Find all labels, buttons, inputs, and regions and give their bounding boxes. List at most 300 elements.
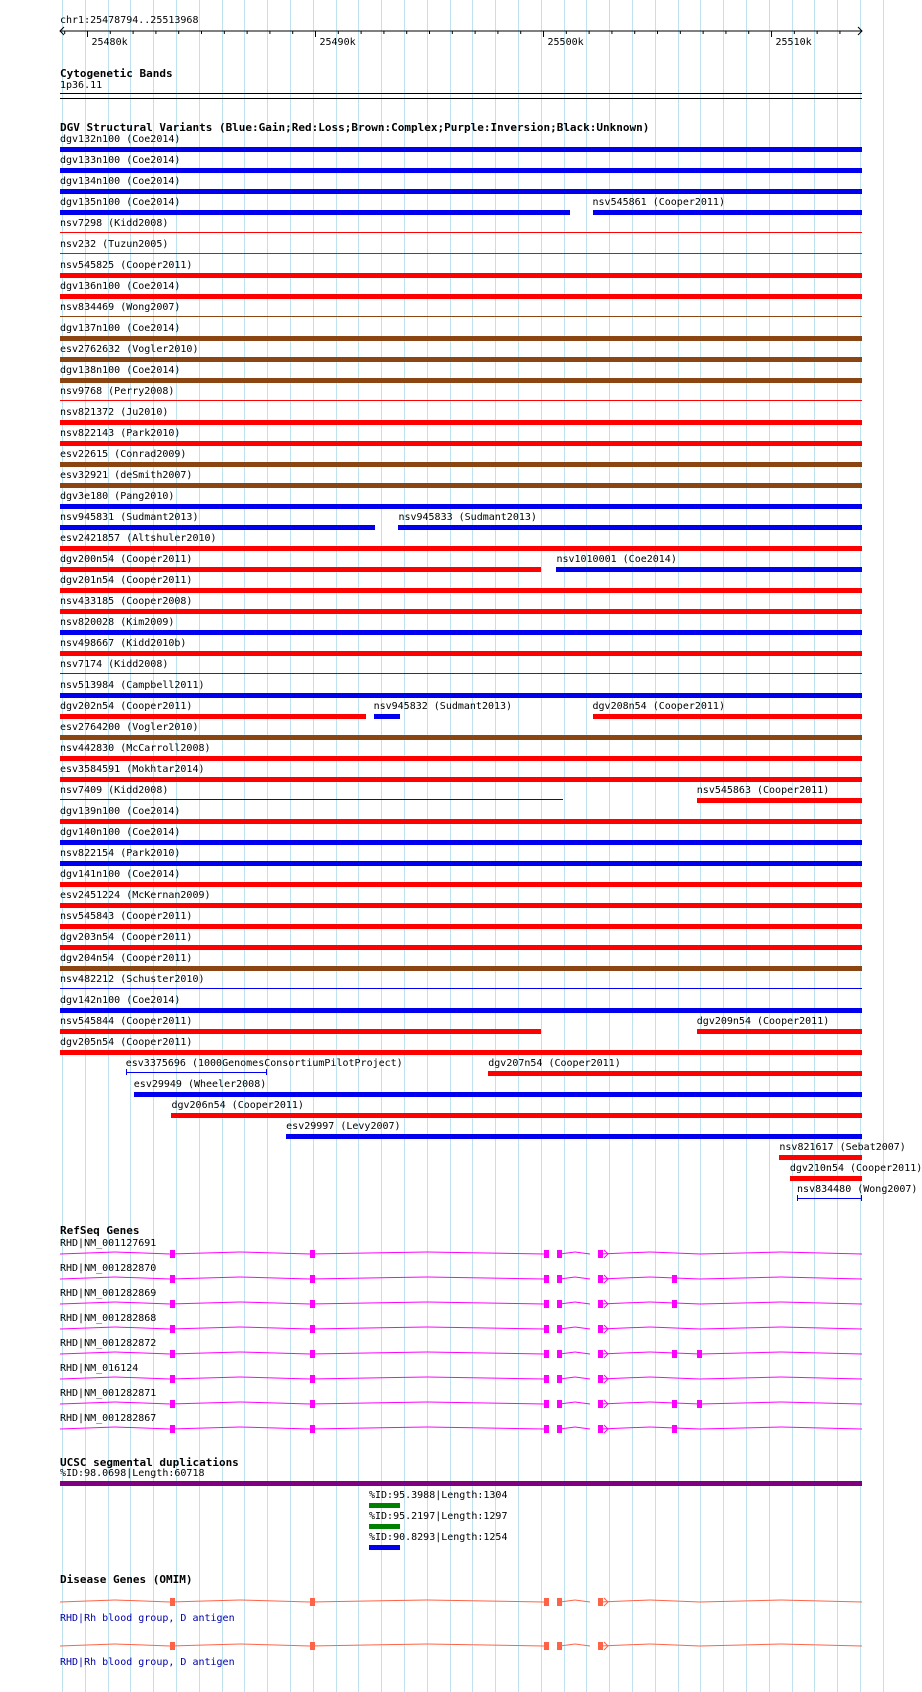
- exon-block: [170, 1325, 175, 1333]
- variant-line[interactable]: [60, 799, 563, 800]
- variant-label: nsv442830 (McCarroll2008): [60, 743, 211, 754]
- cytoband-label: 1p36.11: [60, 80, 103, 91]
- intron-line: [427, 1402, 544, 1404]
- variant-label: dgv139n100 (Coe2014): [60, 806, 181, 817]
- variant-line[interactable]: [797, 1198, 862, 1199]
- variant-bar[interactable]: [60, 630, 862, 635]
- variant-bar[interactable]: [60, 525, 375, 530]
- intron-line: [560, 1427, 575, 1429]
- variant-bar[interactable]: [171, 1113, 862, 1118]
- variant-label: nsv822154 (Park2010): [60, 848, 181, 859]
- intron-line: [115, 1377, 170, 1379]
- intron-line: [170, 1352, 240, 1354]
- intron-line: [60, 1427, 115, 1429]
- gene-label: RHD|NM_001282868: [60, 1313, 157, 1324]
- variant-bar[interactable]: [556, 567, 862, 572]
- intron-line: [560, 1302, 575, 1304]
- variant-label: dgv135n100 (Coe2014): [60, 197, 181, 208]
- exon-block: [544, 1598, 549, 1606]
- intron-line: [60, 1302, 115, 1304]
- intron-line: [560, 1644, 575, 1646]
- intron-line: [427, 1327, 544, 1329]
- intron-line: [60, 1352, 115, 1354]
- intron-line: [700, 1327, 781, 1329]
- intron-line: [560, 1377, 575, 1379]
- variant-bar[interactable]: [60, 189, 862, 194]
- intron-line: [781, 1327, 862, 1329]
- exon-block: [598, 1300, 603, 1308]
- omim-gene-model[interactable]: [0, 1639, 890, 1653]
- exon-block: [544, 1375, 549, 1383]
- variant-bar[interactable]: [60, 714, 366, 719]
- variant-bar[interactable]: [593, 210, 862, 215]
- intron-line: [781, 1277, 862, 1279]
- gene-model[interactable]: [0, 1247, 890, 1261]
- intron-line: [427, 1644, 544, 1646]
- variant-label: nsv7409 (Kidd2008): [60, 785, 169, 796]
- intron-line: [170, 1252, 240, 1254]
- omim-gene-label[interactable]: RHD|Rh blood group, D antigen: [60, 1613, 235, 1624]
- variant-bar[interactable]: [60, 756, 862, 761]
- variant-bar[interactable]: [60, 168, 862, 173]
- cytobands-title: Cytogenetic Bands: [60, 67, 173, 80]
- intron-line: [781, 1352, 862, 1354]
- exon-block: [598, 1598, 603, 1606]
- exon-block: [672, 1300, 677, 1308]
- variant-label: esv29949 (Wheeler2008): [133, 1079, 267, 1090]
- exon-block: [557, 1375, 562, 1383]
- gene-label: RHD|NM_001127691: [60, 1238, 157, 1249]
- intron-line: [115, 1327, 170, 1329]
- intron-line: [575, 1644, 590, 1646]
- variant-bar[interactable]: [60, 357, 862, 362]
- variant-bar[interactable]: [60, 504, 862, 509]
- variant-label: nsv9768 (Perry2008): [60, 386, 175, 397]
- variant-label: nsv945831 (Sudmant2013): [60, 512, 199, 523]
- intron-line: [240, 1327, 310, 1329]
- intron-line: [60, 1600, 115, 1602]
- intron-line: [60, 1252, 115, 1254]
- exon-block: [170, 1400, 175, 1408]
- exon-block: [598, 1375, 603, 1383]
- variant-label: nsv1010001 (Coe2014): [556, 554, 677, 565]
- variant-bar[interactable]: [60, 840, 862, 845]
- intron-line: [170, 1402, 240, 1404]
- intron-line: [115, 1352, 170, 1354]
- intron-line: [575, 1252, 590, 1254]
- intron-line: [781, 1427, 862, 1429]
- ruler-tick-label: 25480k: [91, 37, 128, 48]
- variant-bar[interactable]: [60, 273, 862, 278]
- intron-line: [60, 1402, 115, 1404]
- cytoband-line[interactable]: [60, 93, 862, 94]
- refseq-track-title: RefSeq Genes: [60, 1224, 140, 1237]
- intron-line: [310, 1427, 427, 1429]
- variant-bar[interactable]: [60, 735, 862, 740]
- variant-start-tick[interactable]: [797, 1195, 798, 1201]
- variant-bar[interactable]: [60, 462, 862, 467]
- exon-block: [557, 1642, 562, 1650]
- intron-line: [310, 1644, 427, 1646]
- intron-line: [60, 1277, 115, 1279]
- variant-end-tick[interactable]: [266, 1069, 267, 1075]
- exon-block: [557, 1325, 562, 1333]
- intron-line: [310, 1302, 427, 1304]
- intron-line: [310, 1377, 427, 1379]
- variant-label: nsv821372 (Ju2010): [60, 407, 169, 418]
- intron-line: [575, 1277, 590, 1279]
- variant-line[interactable]: [126, 1072, 267, 1073]
- variant-line[interactable]: [60, 232, 862, 233]
- intron-line: [115, 1427, 170, 1429]
- exon-block: [672, 1400, 677, 1408]
- exon-block: [598, 1642, 603, 1650]
- variant-bar[interactable]: [374, 714, 400, 719]
- exon-block: [310, 1325, 315, 1333]
- intron-line: [115, 1252, 170, 1254]
- variant-bar[interactable]: [60, 147, 862, 152]
- intron-line: [700, 1600, 781, 1602]
- intron-line: [700, 1302, 781, 1304]
- variant-bar[interactable]: [60, 567, 541, 572]
- variant-label: nsv498667 (Kidd2010b): [60, 638, 187, 649]
- gene-label: RHD|NM_001282867: [60, 1413, 157, 1424]
- intron-line: [700, 1277, 781, 1279]
- variant-label: dgv209n54 (Cooper2011): [696, 1016, 830, 1027]
- intron-line: [240, 1377, 310, 1379]
- exon-block: [170, 1275, 175, 1283]
- variant-label: dgv137n100 (Coe2014): [60, 323, 181, 334]
- intron-line: [575, 1377, 590, 1379]
- variant-label: esv29997 (Levy2007): [286, 1121, 401, 1132]
- exon-block: [310, 1642, 315, 1650]
- variant-label: nsv834469 (Wong2007): [60, 302, 181, 313]
- exon-block: [557, 1350, 562, 1358]
- variant-bar[interactable]: [60, 609, 862, 614]
- variant-start-tick[interactable]: [126, 1069, 127, 1075]
- intron-line: [310, 1277, 427, 1279]
- exon-block: [310, 1425, 315, 1433]
- intron-line: [781, 1600, 862, 1602]
- variant-line[interactable]: [60, 988, 862, 989]
- variant-label: nsv7174 (Kidd2008): [60, 659, 169, 670]
- variant-line[interactable]: [60, 673, 862, 674]
- intron-line: [650, 1327, 700, 1329]
- variant-label: dgv205n54 (Cooper2011): [60, 1037, 193, 1048]
- variant-label: esv3375696 (1000GenomesConsortiumPilotProject): [125, 1058, 403, 1069]
- variant-bar[interactable]: [398, 525, 862, 530]
- intron-line: [575, 1600, 590, 1602]
- variant-line[interactable]: [60, 400, 862, 401]
- variant-bar[interactable]: [60, 924, 862, 929]
- segdup-label: %ID:95.2197|Length:1297: [369, 1511, 508, 1522]
- intron-line: [650, 1377, 700, 1379]
- variant-bar[interactable]: [60, 336, 862, 341]
- intron-line: [115, 1644, 170, 1646]
- variant-label: dgv202n54 (Cooper2011): [60, 701, 193, 712]
- variant-label: esv2451224 (McKernan2009): [60, 890, 211, 901]
- variant-bar[interactable]: [697, 798, 862, 803]
- intron-line: [240, 1402, 310, 1404]
- exon-block: [310, 1400, 315, 1408]
- variant-bar[interactable]: [134, 1092, 862, 1097]
- segdup-bar[interactable]: [60, 1481, 862, 1486]
- exon-block: [170, 1375, 175, 1383]
- exon-block: [544, 1325, 549, 1333]
- exon-block: [672, 1350, 677, 1358]
- variant-bar[interactable]: [60, 378, 862, 383]
- variant-label: nsv545825 (Cooper2011): [60, 260, 193, 271]
- grid-line: [883, 0, 884, 1692]
- intron-line: [427, 1277, 544, 1279]
- variant-label: nsv7298 (Kidd2008): [60, 218, 169, 229]
- intron-line: [170, 1644, 240, 1646]
- location-label: chr1:25478794..25513968: [60, 15, 199, 26]
- intron-line: [560, 1327, 575, 1329]
- intron-line: [60, 1327, 115, 1329]
- segdup-bar[interactable]: [369, 1524, 400, 1529]
- exon-block: [598, 1400, 603, 1408]
- variant-label: dgv136n100 (Coe2014): [60, 281, 181, 292]
- variant-label: nsv513984 (Campbell2011): [60, 680, 205, 691]
- variant-label: dgv206n54 (Cooper2011): [171, 1100, 304, 1111]
- intron-line: [170, 1327, 240, 1329]
- variant-label: dgv203n54 (Cooper2011): [60, 932, 193, 943]
- gene-label: RHD|NM_001282869: [60, 1288, 157, 1299]
- intron-line: [700, 1252, 781, 1254]
- intron-line: [427, 1600, 544, 1602]
- variant-bar[interactable]: [488, 1071, 862, 1076]
- variant-line[interactable]: [60, 316, 862, 317]
- variant-bar[interactable]: [779, 1155, 862, 1160]
- variant-label: esv2421857 (Altshuler2010): [60, 533, 217, 544]
- variant-bar[interactable]: [60, 420, 862, 425]
- variant-bar[interactable]: [60, 945, 862, 950]
- intron-line: [781, 1302, 862, 1304]
- variant-bar[interactable]: [60, 546, 862, 551]
- omim-gene-label[interactable]: RHD|Rh blood group, D antigen: [60, 1657, 235, 1668]
- intron-line: [115, 1277, 170, 1279]
- variant-bar[interactable]: [60, 1008, 862, 1013]
- intron-line: [560, 1277, 575, 1279]
- variant-label: dgv138n100 (Coe2014): [60, 365, 181, 376]
- exon-block: [672, 1275, 677, 1283]
- intron-line: [310, 1252, 427, 1254]
- exon-block: [170, 1642, 175, 1650]
- variant-bar[interactable]: [286, 1134, 862, 1139]
- intron-line: [60, 1644, 115, 1646]
- variant-label: dgv134n100 (Coe2014): [60, 176, 181, 187]
- variant-bar[interactable]: [60, 903, 862, 908]
- intron-line: [781, 1377, 862, 1379]
- variant-bar[interactable]: [60, 966, 862, 971]
- exon-block: [310, 1300, 315, 1308]
- ruler-tick-label: 25510k: [775, 37, 812, 48]
- exon-block: [310, 1598, 315, 1606]
- variant-bar[interactable]: [60, 588, 862, 593]
- segdup-label: %ID:90.8293|Length:1254: [369, 1532, 508, 1543]
- exon-block: [544, 1300, 549, 1308]
- intron-line: [650, 1600, 700, 1602]
- exon-block: [544, 1425, 549, 1433]
- intron-line: [700, 1402, 781, 1404]
- variant-bar[interactable]: [60, 819, 862, 824]
- intron-line: [115, 1402, 170, 1404]
- variant-label: nsv482212 (Schuster2010): [60, 974, 205, 985]
- intron-line: [170, 1377, 240, 1379]
- variant-bar[interactable]: [60, 441, 862, 446]
- exon-block: [557, 1300, 562, 1308]
- variant-label: dgv132n100 (Coe2014): [60, 134, 181, 145]
- coordinate-ruler[interactable]: [0, 25, 890, 49]
- intron-line: [575, 1427, 590, 1429]
- exon-block: [310, 1375, 315, 1383]
- intron-line: [170, 1600, 240, 1602]
- variant-label: esv3584591 (Mokhtar2014): [60, 764, 205, 775]
- omim-track-title: Disease Genes (OMIM): [60, 1573, 193, 1586]
- variant-label: nsv433185 (Cooper2008): [60, 596, 193, 607]
- gene-model[interactable]: [0, 1347, 890, 1361]
- variant-label: esv2762632 (Vogler2010): [60, 344, 199, 355]
- intron-line: [240, 1252, 310, 1254]
- variant-bar[interactable]: [60, 1029, 541, 1034]
- exon-block: [170, 1425, 175, 1433]
- intron-line: [115, 1302, 170, 1304]
- ruler-tick-label: 25500k: [547, 37, 584, 48]
- exon-block: [544, 1350, 549, 1358]
- intron-line: [240, 1302, 310, 1304]
- segdup-bar[interactable]: [369, 1545, 400, 1550]
- intron-line: [560, 1252, 575, 1254]
- intron-line: [170, 1302, 240, 1304]
- intron-line: [240, 1277, 310, 1279]
- variant-bar[interactable]: [60, 651, 862, 656]
- variant-label: nsv822143 (Park2010): [60, 428, 181, 439]
- intron-line: [781, 1402, 862, 1404]
- segdup-track-title: UCSC segmental duplications: [60, 1456, 239, 1469]
- intron-line: [560, 1402, 575, 1404]
- gene-model[interactable]: [0, 1397, 890, 1411]
- variant-label: esv32921 (deSmith2007): [60, 470, 193, 481]
- exon-block: [544, 1400, 549, 1408]
- segdup-bar[interactable]: [369, 1503, 400, 1508]
- variant-label: esv2764200 (Vogler2010): [60, 722, 199, 733]
- variant-label: dgv204n54 (Cooper2011): [60, 953, 193, 964]
- variant-bar[interactable]: [60, 861, 862, 866]
- intron-line: [700, 1352, 781, 1354]
- exon-block: [697, 1400, 702, 1408]
- intron-line: [650, 1252, 700, 1254]
- intron-line: [427, 1252, 544, 1254]
- intron-line: [560, 1600, 575, 1602]
- intron-line: [240, 1600, 310, 1602]
- segdup-label: %ID:98.0698|Length:60718: [60, 1468, 205, 1479]
- exon-block: [170, 1350, 175, 1358]
- intron-line: [240, 1644, 310, 1646]
- variant-label: dgv200n54 (Cooper2011): [60, 554, 193, 565]
- gene-label: RHD|NM_001282872: [60, 1338, 157, 1349]
- variant-label: dgv208n54 (Cooper2011): [592, 701, 725, 712]
- variant-label: nsv945833 (Sudmant2013): [398, 512, 537, 523]
- variant-bar[interactable]: [60, 210, 570, 215]
- variant-label: dgv140n100 (Coe2014): [60, 827, 181, 838]
- intron-line: [427, 1377, 544, 1379]
- variant-label: nsv945832 (Sudmant2013): [373, 701, 513, 712]
- gene-model[interactable]: [0, 1272, 890, 1286]
- intron-line: [310, 1402, 427, 1404]
- intron-line: [310, 1352, 427, 1354]
- intron-line: [427, 1302, 544, 1304]
- omim-gene-model[interactable]: [0, 1595, 890, 1609]
- exon-block: [557, 1400, 562, 1408]
- gene-model[interactable]: [0, 1297, 890, 1311]
- exon-block: [598, 1325, 603, 1333]
- variant-bar[interactable]: [60, 1050, 862, 1055]
- variant-bar[interactable]: [593, 714, 862, 719]
- exon-block: [557, 1425, 562, 1433]
- intron-line: [560, 1352, 575, 1354]
- exon-block: [170, 1250, 175, 1258]
- intron-line: [575, 1327, 590, 1329]
- gene-model[interactable]: [0, 1372, 890, 1386]
- variant-label: nsv545861 (Cooper2011): [592, 197, 725, 208]
- gene-model[interactable]: [0, 1422, 890, 1436]
- exon-block: [557, 1598, 562, 1606]
- exon-block: [557, 1275, 562, 1283]
- intron-line: [170, 1427, 240, 1429]
- intron-line: [115, 1600, 170, 1602]
- intron-line: [700, 1644, 781, 1646]
- gene-label: RHD|NM_001282870: [60, 1263, 157, 1274]
- variant-label: dgv133n100 (Coe2014): [60, 155, 181, 166]
- variant-bar[interactable]: [60, 483, 862, 488]
- variant-label: dgv210n54 (Cooper2011): [789, 1163, 922, 1174]
- ruler-tick-label: 25490k: [319, 37, 356, 48]
- variant-label: nsv821617 (Sebat2007): [779, 1142, 906, 1153]
- variant-bar[interactable]: [60, 294, 862, 299]
- gene-model[interactable]: [0, 1322, 890, 1336]
- variant-bar[interactable]: [790, 1176, 862, 1181]
- cytoband-line[interactable]: [60, 98, 862, 99]
- variant-bar[interactable]: [60, 693, 862, 698]
- variant-bar[interactable]: [60, 882, 862, 887]
- intron-line: [310, 1327, 427, 1329]
- intron-line: [427, 1427, 544, 1429]
- variant-end-tick[interactable]: [861, 1195, 862, 1201]
- variant-label: dgv3e180 (Pang2010): [60, 491, 175, 502]
- variant-bar[interactable]: [60, 777, 862, 782]
- intron-line: [170, 1277, 240, 1279]
- exon-block: [544, 1250, 549, 1258]
- variant-label: dgv141n100 (Coe2014): [60, 869, 181, 880]
- variant-label: dgv207n54 (Cooper2011): [488, 1058, 621, 1069]
- exon-block: [310, 1350, 315, 1358]
- variant-line[interactable]: [60, 253, 862, 254]
- gene-label: RHD|NM_016124: [60, 1363, 139, 1374]
- exon-block: [672, 1425, 677, 1433]
- variant-label: dgv142n100 (Coe2014): [60, 995, 181, 1006]
- exon-block: [170, 1598, 175, 1606]
- variant-label: nsv545843 (Cooper2011): [60, 911, 193, 922]
- variant-label: nsv820028 (Kim2009): [60, 617, 175, 628]
- variant-bar[interactable]: [697, 1029, 862, 1034]
- dgv-track-title: DGV Structural Variants (Blue:Gain;Red:Loss;Brown:Complex;Purple:Inversion;Black:Unknown): [60, 121, 650, 134]
- intron-line: [700, 1377, 781, 1379]
- intron-line: [650, 1644, 700, 1646]
- variant-label: nsv545844 (Cooper2011): [60, 1016, 193, 1027]
- intron-line: [781, 1644, 862, 1646]
- variant-label: nsv545863 (Cooper2011): [696, 785, 830, 796]
